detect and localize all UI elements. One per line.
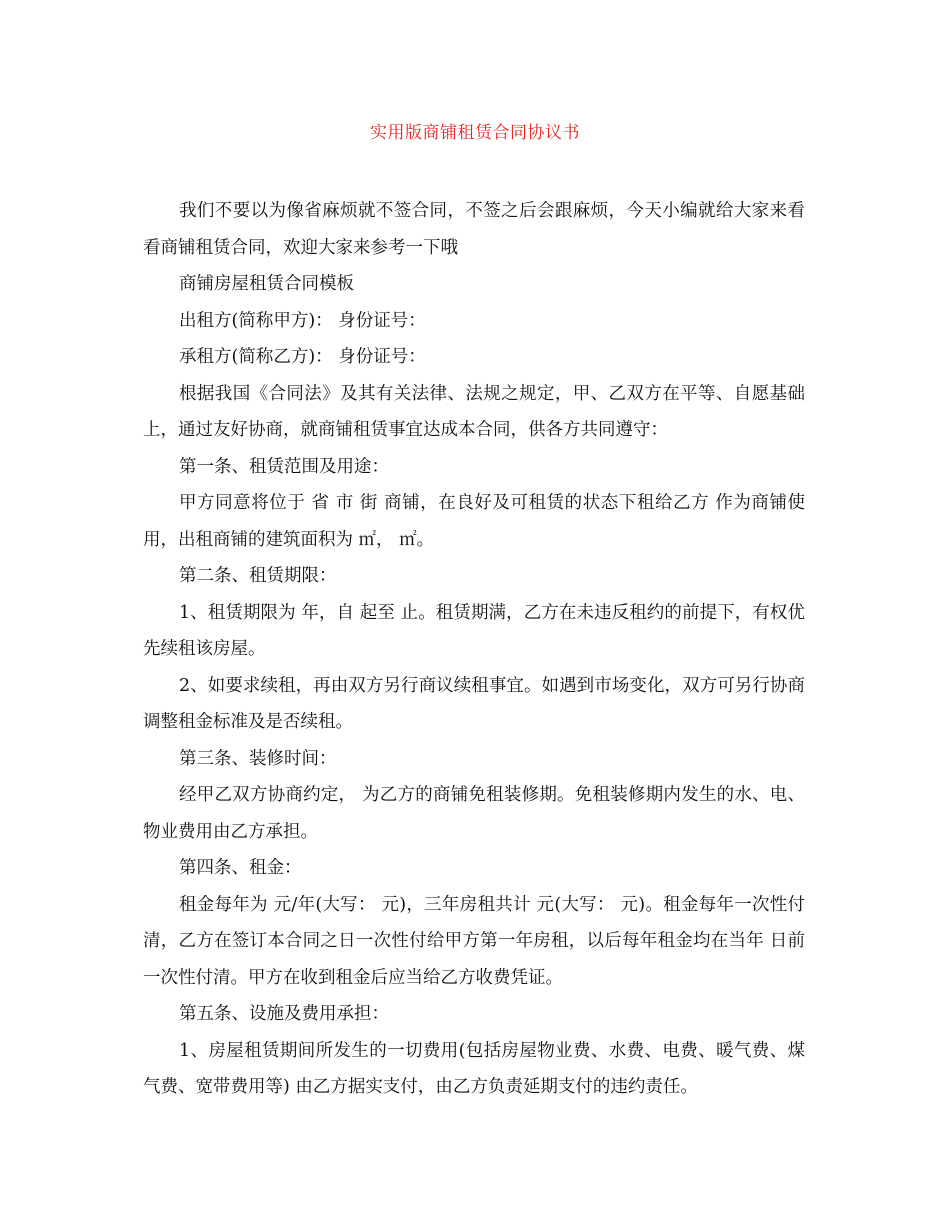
article-2-heading: 第二条、租赁期限：	[179, 566, 337, 586]
article-5-item-1: 1、房屋租赁期间所发生的一切费用(包括房屋物业费、水费、电费、暖气费、煤气费、宽带费用等) 由乙方据实支付，由乙方负责延期支付的违约责任。	[143, 1040, 805, 1097]
document-title: 实用版商铺租赁合同协议书	[370, 123, 580, 143]
article-2-item-1: 1、租赁期限为 年，自 起至 止。租赁期满，乙方在未违反租约的前提下，有权优先续租该房屋。	[143, 602, 805, 659]
paragraph-lessee: 承租方(简称乙方)： 身份证号：	[179, 347, 426, 367]
article-1-heading: 第一条、租赁范围及用途：	[179, 456, 389, 477]
article-4-text: 租金每年为 元/年(大写： 元)，三年房租共计 元(大写： 元)。租金每年一次性付清，乙方在签订本合同之日一次性付给甲方第一年房租，以后每年租金均在当年 日前一次性付清。甲方在收到租金后应当给乙方收费凭证。	[143, 894, 805, 988]
article-1-text: 甲方同意将位于 省 市 街 商铺，在良好及可租赁的状态下租给乙方 作为商铺使用，出租商铺的建筑面积为 ㎡， ㎡。	[143, 493, 805, 550]
article-2-item-2: 2、如要求续租，再由双方另行商议续租事宜。如遇到市场变化，双方可另行协商调整租金标准及是否续租。	[143, 675, 805, 732]
paragraph-template-heading: 商铺房屋租赁合同模板	[179, 274, 354, 294]
article-4-heading: 第四条、租金：	[179, 858, 302, 878]
article-3-heading: 第三条、装修时间：	[179, 748, 337, 769]
paragraph-preamble: 根据我国《合同法》及其有关法律、法规之规定，甲、乙双方在平等、自愿基础上，通过友好协商，就商铺租赁事宜达成本合同，供各方共同遵守：	[143, 383, 805, 440]
article-5-heading: 第五条、设施及费用承担：	[179, 1004, 389, 1024]
paragraph-lessor: 出租方(简称甲方)： 身份证号：	[179, 310, 426, 331]
document-body	[143, 193, 805, 1106]
article-3-text: 经甲乙双方协商约定， 为乙方的商铺免租装修期。免租装修期内发生的水、电、物业费用由乙方承担。	[143, 785, 805, 842]
paragraph-intro: 我们不要以为像省麻烦就不签合同，不签之后会跟麻烦，今天小编就给大家来看看商铺租赁合同，欢迎大家来参考一下哦	[143, 201, 805, 258]
